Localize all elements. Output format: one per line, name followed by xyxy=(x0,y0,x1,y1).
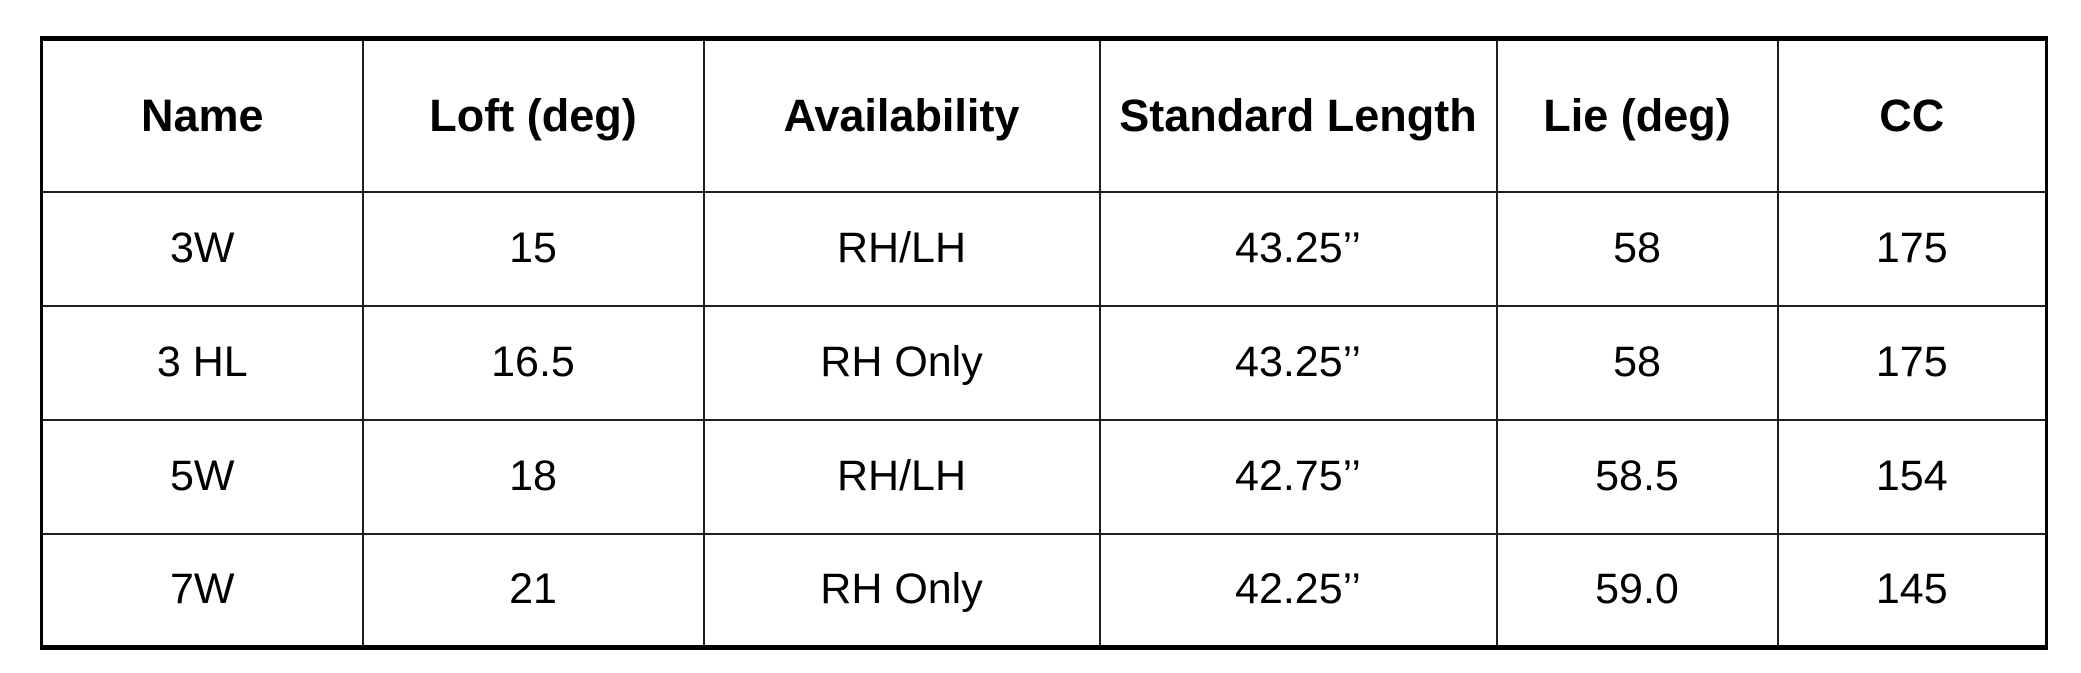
cell-lie: 59.0 xyxy=(1497,534,1778,648)
col-header-lie: Lie (deg) xyxy=(1497,39,1778,192)
table-row xyxy=(42,420,2047,534)
cell-standard-length: 43.25’’ xyxy=(1100,306,1497,420)
club-spec-table xyxy=(40,36,2048,650)
cell-cc: 175 xyxy=(1778,306,2047,420)
cell-name: 5W xyxy=(42,420,363,534)
cell-standard-length: 43.25’’ xyxy=(1100,192,1497,306)
table-row xyxy=(42,192,2047,306)
cell-name: 3W xyxy=(42,192,363,306)
cell-standard-length: 42.25’’ xyxy=(1100,534,1497,648)
cell-cc: 145 xyxy=(1778,534,2047,648)
cell-availability: RH Only xyxy=(704,534,1100,648)
cell-lie: 58 xyxy=(1497,192,1778,306)
col-header-cc: CC xyxy=(1778,39,2047,192)
table-row xyxy=(42,306,2047,420)
col-header-standard-length: Standard Length xyxy=(1100,39,1497,192)
cell-loft: 16.5 xyxy=(363,306,704,420)
cell-name: 3 HL xyxy=(42,306,363,420)
cell-loft: 21 xyxy=(363,534,704,648)
cell-cc: 175 xyxy=(1778,192,2047,306)
table-row xyxy=(42,534,2047,648)
cell-loft: 18 xyxy=(363,420,704,534)
header-row xyxy=(42,39,2047,192)
cell-standard-length: 42.75’’ xyxy=(1100,420,1497,534)
cell-lie: 58 xyxy=(1497,306,1778,420)
cell-lie: 58.5 xyxy=(1497,420,1778,534)
cell-loft: 15 xyxy=(363,192,704,306)
col-header-name: Name xyxy=(42,39,363,192)
cell-cc: 154 xyxy=(1778,420,2047,534)
cell-availability: RH/LH xyxy=(704,420,1100,534)
cell-availability: RH Only xyxy=(704,306,1100,420)
col-header-loft: Loft (deg) xyxy=(363,39,704,192)
col-header-availability: Availability xyxy=(704,39,1100,192)
cell-availability: RH/LH xyxy=(704,192,1100,306)
cell-name: 7W xyxy=(42,534,363,648)
